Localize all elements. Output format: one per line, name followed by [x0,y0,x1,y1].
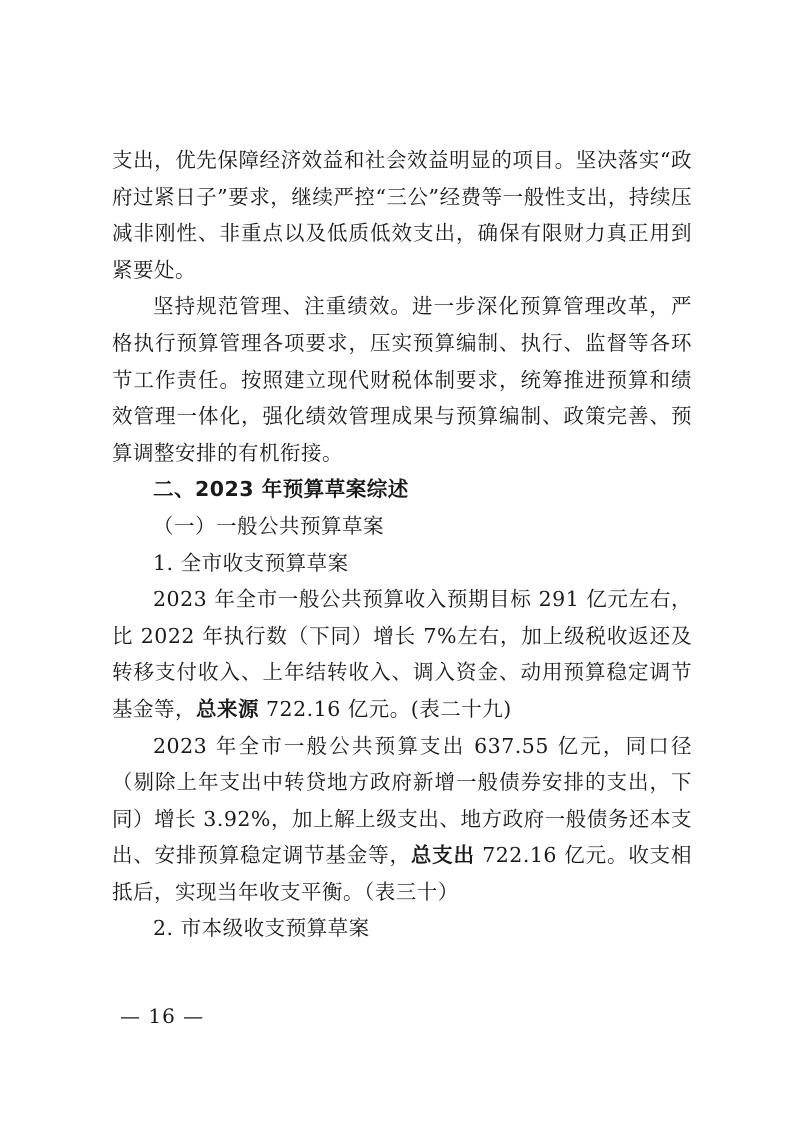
page-number: — 16 — [120,1004,205,1028]
section-heading-budget-overview: 二、2023 年预算草案综述 [153,477,409,502]
revenue-total-text: 722.16 亿元。(表二十九) [259,696,512,721]
subsection-heading-general-budget: （一）一般公共预算草案 [153,513,384,538]
item-heading-municipal-budget: 2. 市本级收支预算草案 [153,916,370,941]
paragraph-performance-management: 坚持规范管理、注重绩效。进一步深化预算管理改革，严格执行预算管理各项要求，压实预算编制、执行、监督等各环节工作责任。按照建立现代财税体制要求，统筹推进预算和绩效管理一体化，强化绩效管理成果与预算编制、政策完善、预算调整安排的有机衔接。 [112,294,692,465]
total-source-label: 总来源 [196,696,259,721]
expenditure-total-text: 722.16 亿元。收支相抵后，实现当年收支平衡。（表三十） [112,843,693,904]
document-body [112,142,692,947]
total-expenditure-label: 总支出 [410,843,475,868]
revenue-text: 2023 年全市一般公共预算收入预期目标 291 亿元左右，比 2022 年执行数（下同）增长 7%左右，加上级税收返还及转移支付收入、上年结转收入、调入资金、动用预算稳定调节基金等， [112,587,692,721]
paragraph-priority-spending: 支出，优先保障经济效益和社会效益明显的项目。坚决落实“政府过紧日子”要求，继续严控“三公”经费等一般性支出，持续压减非刚性、非重点以及低质低效支出，确保有限财力真正用到紧要处。 [112,148,692,282]
paragraph-expenditure [112,728,692,911]
paragraph-revenue [112,581,692,727]
expenditure-text: 2023 年全市一般公共预算支出 637.55 亿元，同口径（剔除上年支出中转贷地方政府新增一般债券安排的支出，下同）增长 3.92%，加上解上级支出、地方政府一般债务还本支出、安排预算稳定调节基金等， [112,733,692,868]
item-heading-city-budget: 1. 全市收支预算草案 [153,550,349,575]
